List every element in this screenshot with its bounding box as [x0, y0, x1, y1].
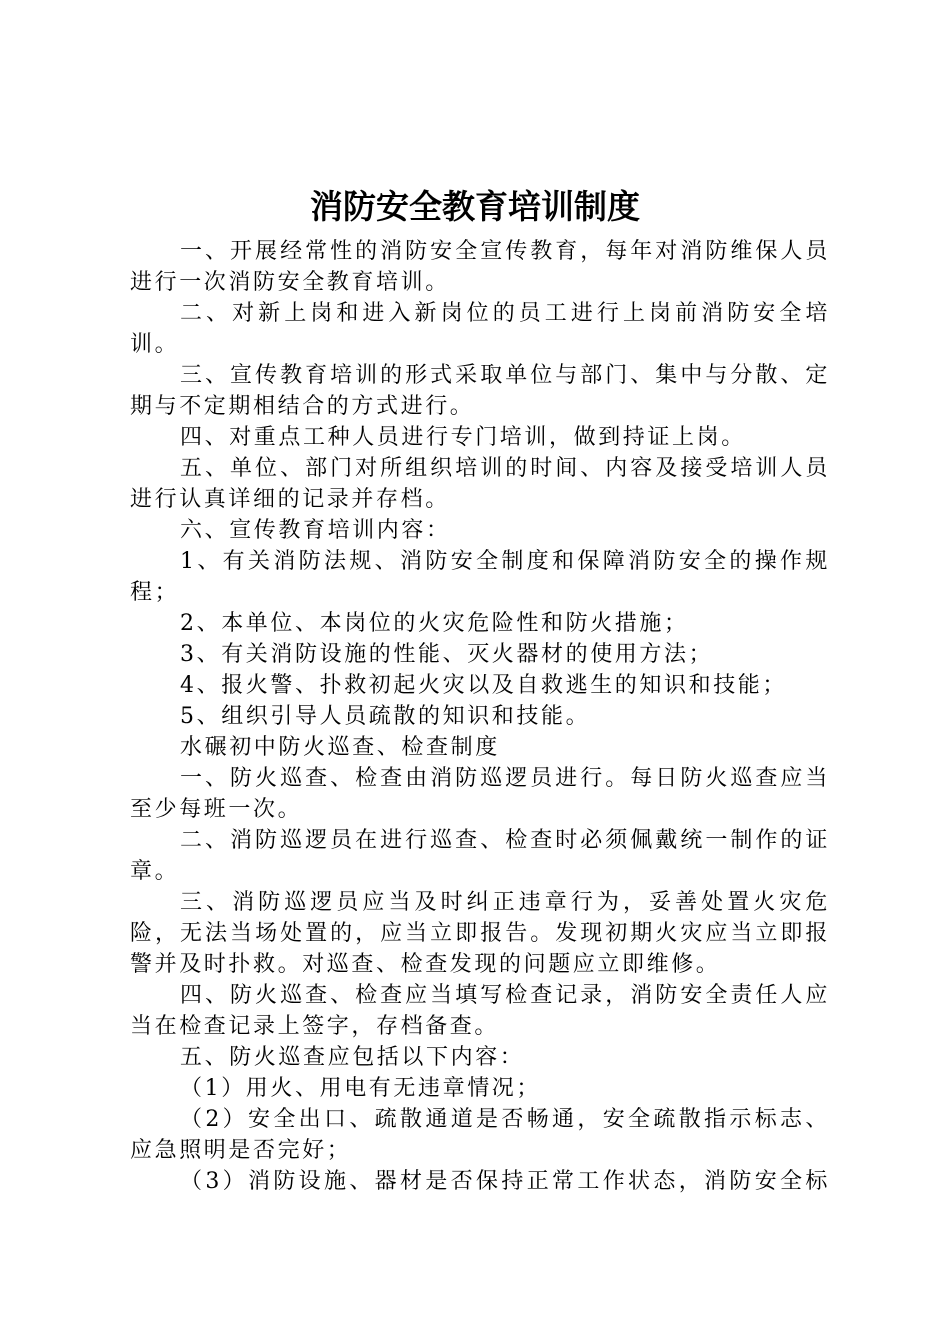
- paragraph: 四、防火巡查、检查应当填写检查记录，消防安全责任人应当在检查记录上签字，存档备查。: [130, 983, 830, 1039]
- paragraph: 三、宣传教育培训的形式采取单位与部门、集中与分散、定期与不定期相结合的方式进行。: [130, 363, 830, 419]
- paragraph: 二、对新上岗和进入新岗位的员工进行上岗前消防安全培训。: [130, 301, 830, 357]
- paragraph: 六、宣传教育培训内容：: [180, 518, 451, 543]
- paragraph: 三、消防巡逻员应当及时纠正违章行为，妥善处置火灾危险，无法当场处置的，应当立即报告。发现初期火灾应当立即报警并及时扑救。对巡查、检查发现的问题应立即维修。: [130, 890, 830, 977]
- paragraph: 一、防火巡查、检查由消防巡逻员进行。每日防火巡查应当至少每班一次。: [130, 766, 830, 822]
- paragraph: 五、防火巡查应包括以下内容：: [180, 1045, 525, 1070]
- list-item: 4、报火警、扑救初起火灾以及自救逃生的知识和技能；: [180, 673, 787, 698]
- section-heading: 水碾初中防火巡查、检查制度: [180, 735, 500, 760]
- list-item: 3、有关消防设施的性能、灭火器材的使用方法；: [180, 642, 714, 667]
- list-item: （3）消防设施、器材是否保持正常工作状态，消防安全标: [180, 1169, 830, 1194]
- paragraph: 二、消防巡逻员在进行巡查、检查时必须佩戴统一制作的证章。: [130, 828, 830, 884]
- list-item: 2、本单位、本岗位的火灾危险性和防火措施；: [180, 611, 689, 636]
- paragraph: 四、对重点工种人员进行专门培训，做到持证上岗。: [180, 425, 746, 450]
- list-item: （2）安全出口、疏散通道是否畅通，安全疏散指示标志、应急照明是否完好；: [130, 1107, 830, 1163]
- list-item: （1）用火、用电有无违章情况；: [180, 1076, 541, 1101]
- document-body: [130, 236, 830, 1197]
- list-item: 1、有关消防法规、消防安全制度和保障消防安全的操作规程；: [130, 549, 830, 605]
- list-item: 5、组织引导人员疏散的知识和技能。: [180, 704, 591, 729]
- document-title: 消防安全教育培训制度: [310, 187, 640, 226]
- paragraph: 一、开展经常性的消防安全宣传教育，每年对消防维保人员进行一次消防安全教育培训。: [130, 239, 830, 295]
- paragraph: 五、单位、部门对所组织培训的时间、内容及接受培训人员进行认真详细的记录并存档。: [130, 456, 830, 512]
